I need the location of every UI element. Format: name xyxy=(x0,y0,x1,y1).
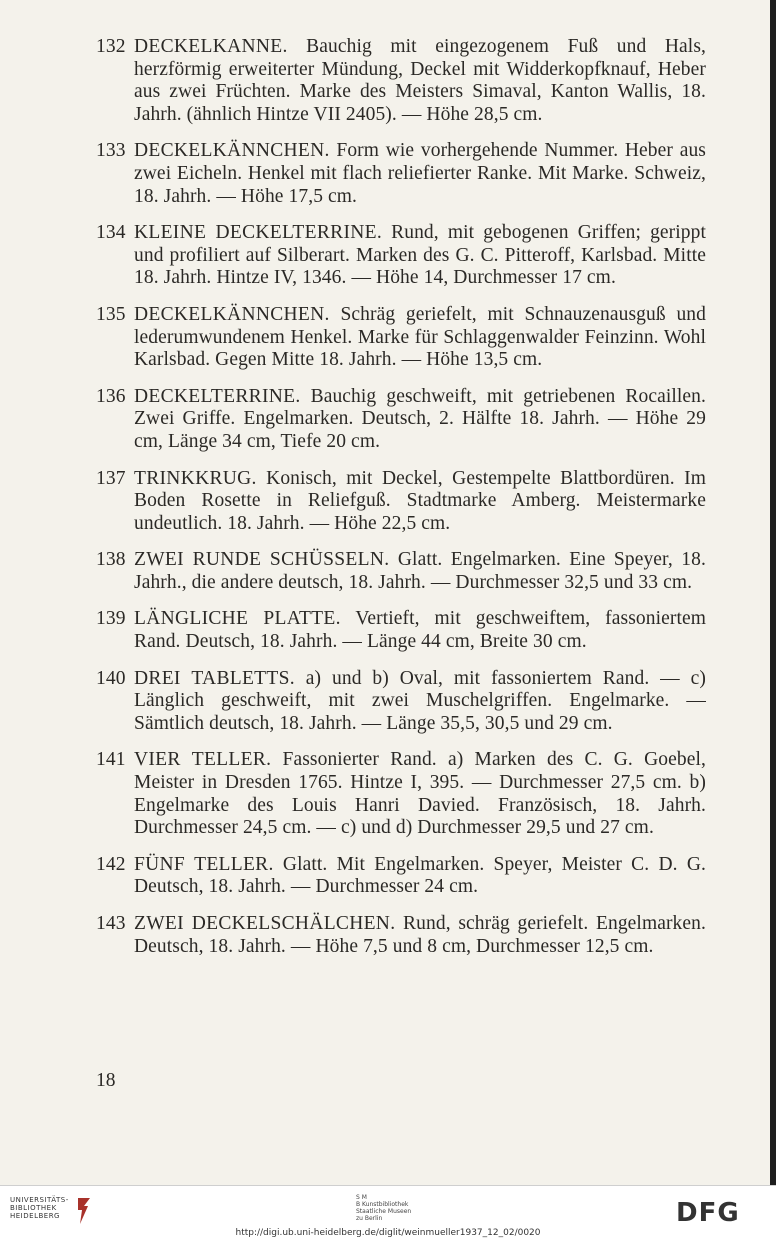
entry-number: 141 xyxy=(96,749,126,771)
entry-number: 136 xyxy=(96,385,126,407)
entry-title: DECKELKÄNNCHEN. xyxy=(134,140,330,162)
library-logo-icon xyxy=(74,1196,96,1226)
entry-number: 133 xyxy=(96,140,126,162)
entry-title: DREI TABLETTS. xyxy=(134,667,295,689)
entry-text: Konisch, mit Deckel, Gestempelte Blattbordüren. Im Boden Rosette in Reliefguß. Stadtmarke Amberg. Meistermarke undeutlich. 18. Jahrh. — Höhe 22,5 cm. xyxy=(134,467,706,534)
catalog-entry xyxy=(96,854,706,899)
entry-title: VIER TELLER. xyxy=(134,749,272,771)
entry-number: 142 xyxy=(96,853,126,875)
entry-title: DECKELTERRINE. xyxy=(134,385,301,407)
entry-text: Form wie vorhergehende Nummer. Heber aus zwei Eicheln. Henkel mit flach reliefierter Ranke. Mit Marke. Schweiz, 18. Jahrh. — Höhe 17,5 cm. xyxy=(134,140,706,207)
entry-number: 132 xyxy=(96,36,126,57)
catalog-entry xyxy=(96,668,706,736)
catalog-entry xyxy=(96,140,706,208)
catalog-entry xyxy=(96,749,706,839)
entry-text: Glatt. Mit Engelmarken. Speyer, Meister C. D. G. Deutsch, 18. Jahrh. — Durchmesser 24 cm. xyxy=(134,853,706,898)
entry-text: Bauchig mit eingezogenem Fuß und Hals, herzförmig erweiterter Mündung, Deckel mit Widderkopfknauf, Heber aus zwei Früchten. Marke des Meisters Simaval, Kanton Wallis, 18. Jahrh. (ähnlich Hintze VII 2405). — Höhe 28,5 cm. xyxy=(134,36,706,125)
catalog-entry xyxy=(96,549,706,594)
entry-text: Rund, schräg geriefelt. Engelmarken. Deutsch, 18. Jahrh. — Höhe 7,5 und 8 cm, Durchmesser 12,5 cm. xyxy=(134,913,706,957)
catalog-entry xyxy=(96,608,706,653)
entry-title: DECKELKANNE. xyxy=(134,36,288,57)
museum-line: Staatliche Museen xyxy=(356,1208,412,1215)
catalog-entry xyxy=(96,304,706,372)
footer-bar xyxy=(0,1185,776,1240)
museum-label xyxy=(356,1194,446,1222)
entry-title: FÜNF TELLER. xyxy=(134,853,274,875)
entry-title: ZWEI RUNDE SCHÜSSELN. xyxy=(134,549,390,571)
entry-number: 135 xyxy=(96,303,126,325)
entry-number: 134 xyxy=(96,222,126,244)
source-url[interactable]: http://digi.ub.uni-heidelberg.de/diglit/weinmueller1937_12_02/0020 xyxy=(235,1228,541,1238)
page-edge xyxy=(770,0,776,1185)
entry-text: Glatt. Engelmarken. Eine Speyer, 18. Jahrh., die andere deutsch, 18. Jahrh. — Durchmesser 32,5 und 33 cm. xyxy=(134,549,706,593)
catalog-entry xyxy=(96,386,706,454)
entry-number: 138 xyxy=(96,549,126,571)
catalog-entry xyxy=(96,222,706,290)
entry-title: KLEINE DECKELTERRINE. xyxy=(134,222,383,244)
page-number: 18 xyxy=(96,1070,116,1091)
entry-text: Bauchig geschweift, mit getriebenen Rocaillen. Zwei Griffe. Engelmarken. Deutsch, 2. Hälfte 18. Jahrh. — Höhe 29 cm, Länge 34 cm, Tiefe 20 cm. xyxy=(134,385,706,452)
catalog-entry xyxy=(96,913,706,958)
museum-line: zu Berlin xyxy=(356,1215,383,1222)
entry-number: 143 xyxy=(96,913,126,934)
museum-line: B Kunstbibliothek xyxy=(356,1201,409,1208)
entry-number: 140 xyxy=(96,667,126,689)
entry-title: DECKELKÄNNCHEN. xyxy=(134,303,330,325)
museum-line: S M xyxy=(356,1194,367,1201)
entry-title: ZWEI DECKELSCHÄLCHEN. xyxy=(134,913,396,934)
catalog-entry xyxy=(96,36,706,126)
entry-text: Fassonierter Rand. a) Marken des C. G. Goebel, Meister in Dresden 1765. Hintze I, 395. — Durchmesser 27,5 cm. b) Engelmarke des Louis Hanri Davied. Französisch, 18. Jahrh. Durchmesser 24,5 cm. — c) und d) Durchmesser 29,5 und 27 cm. xyxy=(134,749,706,839)
university-label: UNIVERSITÄTS- BIBLIOTHEK HEIDELBERG xyxy=(10,1196,69,1220)
catalog-entry xyxy=(96,468,706,536)
entry-text: Schräg geriefelt, mit Schnauzenausguß und lederumwundenem Henkel. Marke für Schlaggenwalder Feinzinn. Wohl Karlsbad. Gegen Mitte 18. Jahrh. — Höhe 13,5 cm. xyxy=(134,303,706,371)
entry-text: a) und b) Oval, mit fassoniertem Rand. — c) Länglich geschweift, mit zwei Muschelgriffen. Engelmarke. — Sämtlich deutsch, 18. Jahrh. — Länge 35,5, 30,5 und 29 cm. xyxy=(134,667,706,734)
entry-number: 137 xyxy=(96,467,126,489)
entry-number: 139 xyxy=(96,608,126,630)
entry-text: Vertieft, mit geschweiftem, fassoniertem Rand. Deutsch, 18. Jahrh. — Länge 44 cm, Breite 30 cm. xyxy=(134,608,706,653)
entry-text: Rund, mit gebogenen Griffen; gerippt und profiliert auf Silberart. Marken des G. C. Pitteroff, Karlsbad. Mitte 18. Jahrh. Hintze IV, 1346. — Höhe 14, Durchmesser 17 cm. xyxy=(134,222,706,289)
entry-title: TRINKKRUG. xyxy=(134,467,257,489)
catalog-entries xyxy=(96,36,706,972)
entry-title: LÄNGLICHE PLATTE. xyxy=(134,608,341,630)
dfg-logo: DFG xyxy=(676,1198,740,1228)
